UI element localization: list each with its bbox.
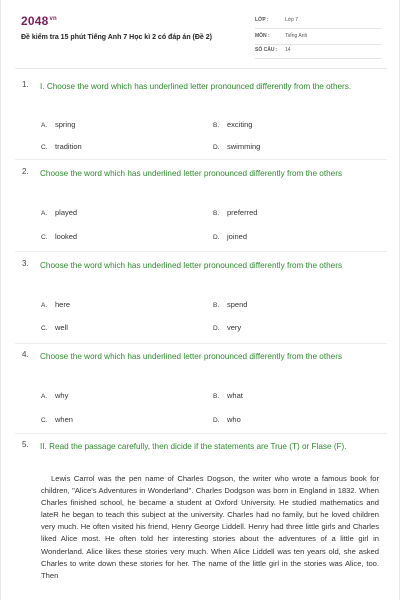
question-separator <box>15 251 387 252</box>
option-a[interactable]: A. spring <box>41 120 76 129</box>
meta-value: Lớp 7 <box>285 17 299 23</box>
document-title: Đề kiểm tra 15 phút Tiếng Anh 7 Học kì 2 có đáp án (Đề 2) <box>21 34 212 41</box>
question-number: 3. <box>22 259 29 268</box>
meta-key: MÔN : <box>255 33 270 39</box>
question-text: Choose the word which has underlined letter pronounced differently from the others <box>40 169 343 178</box>
option-c[interactable]: C. well <box>41 323 68 332</box>
logo-suffix: vn <box>49 16 57 22</box>
option-b[interactable]: B. exciting <box>213 120 253 129</box>
question-number: 2. <box>22 167 29 176</box>
meta-row-subject <box>255 30 381 45</box>
option-d[interactable]: D. who <box>213 415 241 424</box>
option-a[interactable]: A. here <box>41 300 71 309</box>
meta-value: Tiếng Anh <box>285 33 308 39</box>
option-a[interactable]: A. why <box>41 391 69 400</box>
question-number: 4. <box>22 350 29 359</box>
option-d[interactable]: D. joined <box>213 232 248 241</box>
meta-row-count <box>255 44 381 59</box>
header-divider <box>15 68 387 69</box>
option-c[interactable]: C. tradition <box>41 142 82 151</box>
option-b[interactable]: B. what <box>213 391 243 400</box>
reading-passage: Lewis Carrol was the pen name of Charles Dogson, the writer who wrote a famous book for children, "Alice's Adventures in Wonderland". Charles Dodgson was born in England in 1832. When Charles finished school, he became a student at Oxford University. He studied mathematics and lateR he began to teach this subject at the university. Charles had no family, but he loved children very much. He often visited his friend, Henry George Liddell. Henry had three little girls and Charles liked Alice most. He often told her interesting stories about the adventures of a little girl in Wonderland. Alice likes these stories very much. When Alice Liddell was ten years old, she asked Charles to write down these stories for her. The name of the little girl in the stories was Alice, too. Then <box>41 474 379 580</box>
meta-key: LỚP : <box>255 17 269 23</box>
meta-key: SỐ CÂU : <box>255 47 278 53</box>
question-separator <box>15 159 387 160</box>
question-number: 5. <box>22 440 29 449</box>
header <box>1 0 400 66</box>
question-text: Choose the word which has underlined letter pronounced differently from the others <box>40 352 343 361</box>
question-separator <box>15 433 387 434</box>
meta-row-class <box>255 14 381 29</box>
question-separator <box>15 343 387 344</box>
option-c[interactable]: C. looked <box>41 232 78 241</box>
option-a[interactable]: A. played <box>41 208 78 217</box>
option-d[interactable]: D. very <box>213 323 242 332</box>
option-b[interactable]: B. preferred <box>213 208 258 217</box>
question-number: 1. <box>22 80 29 89</box>
question-text: II. Read the passage carefully, then dicide if the statements are True (T) or Flase (F). <box>40 442 347 451</box>
option-b[interactable]: B. spend <box>213 300 248 309</box>
option-d[interactable]: D. swimming <box>213 142 261 151</box>
question-text: Choose the word which has underlined letter pronounced differently from the others <box>40 261 343 270</box>
question-text: I. Choose the word which has underlined letter pronounced differently from the others. <box>40 82 352 91</box>
site-logo[interactable]: $2048^{vn}$ <box>21 14 57 28</box>
meta-value: 14 <box>285 47 291 53</box>
option-c[interactable]: C. when <box>41 415 73 424</box>
